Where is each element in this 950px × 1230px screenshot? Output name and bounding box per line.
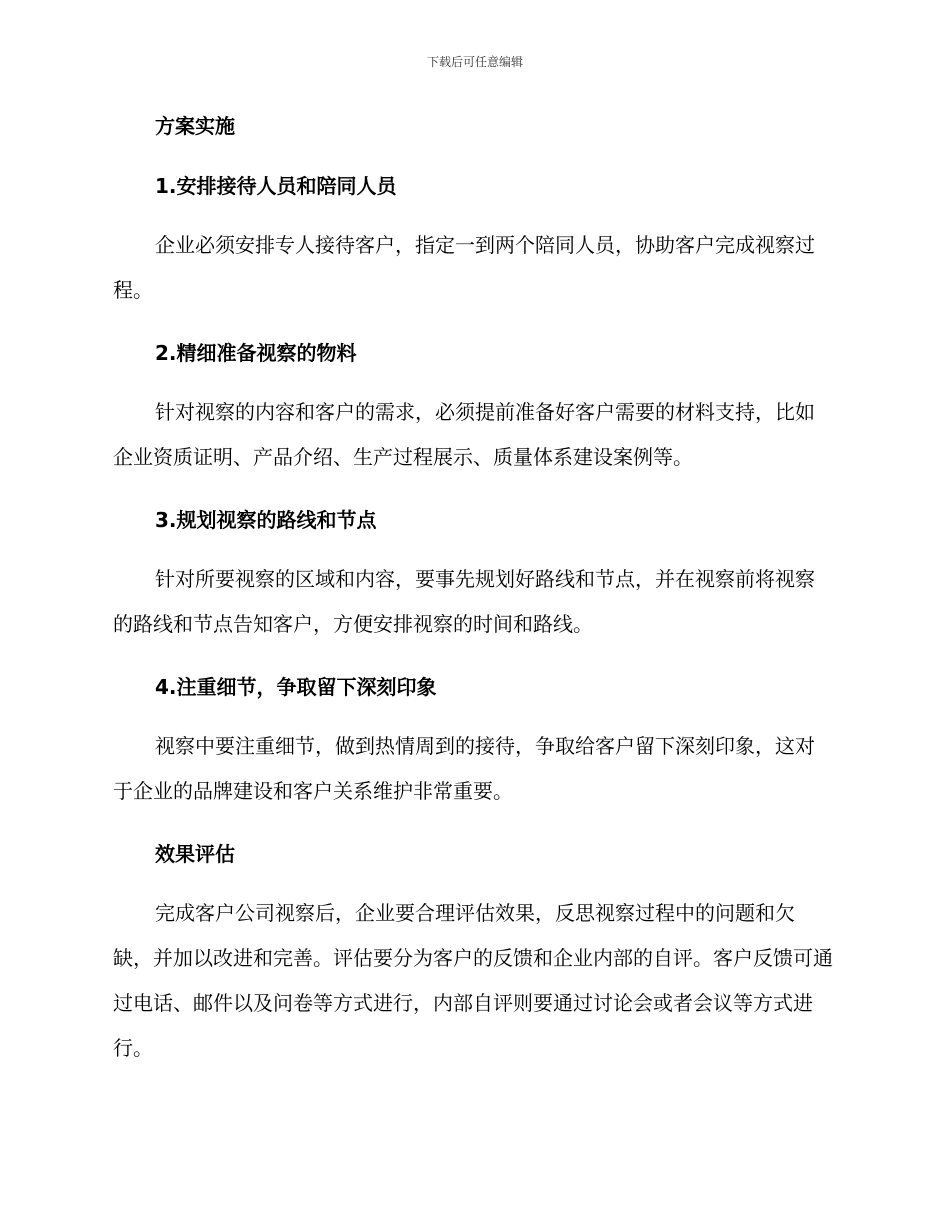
paragraph-4: 视察中要注重细节，做到热情周到的接待，争取给客户留下深刻印象，这对于企业的品牌建设和客户关系维护非常重要。	[113, 734, 815, 803]
paragraph-2: 针对视察的内容和客户的需求，必须提前准备好客户需要的材料支持，比如企业资质证明、产品介绍、生产过程展示、质量体系建设案例等。	[113, 400, 815, 469]
subheading-1: 1.安排接待人员和陪同人员	[155, 174, 397, 198]
document-body	[113, 111, 833, 1096]
section-heading-evaluation: 效果评估	[155, 842, 235, 866]
subheading-3: 3.规划视察的路线和节点	[155, 508, 377, 532]
paragraph-5: 完成客户公司视察后，企业要合理评估效果，反思视察过程中的问题和欠缺，并加以改进和完善。评估要分为客户的反馈和企业内部的自评。客户反馈可通过电话、邮件以及问卷等方式进行，内部自评则要通过讨论会或者会议等方式进行。	[113, 901, 833, 1060]
section-heading-implementation: 方案实施	[155, 114, 235, 138]
subheading-4: 4.注重细节，争取留下深刻印象	[155, 675, 437, 699]
paragraph-1: 企业必须安排专人接待客户，指定一到两个陪同人员，协助客户完成视察过程。	[113, 233, 815, 302]
subheading-2: 2.精细准备视察的物料	[155, 341, 357, 365]
paragraph-3: 针对所要视察的区域和内容，要事先规划好路线和节点，并在视察前将视察的路线和节点告知客户，方便安排视察的时间和路线。	[113, 567, 815, 636]
page-header: 下载后可任意编辑	[426, 55, 523, 69]
